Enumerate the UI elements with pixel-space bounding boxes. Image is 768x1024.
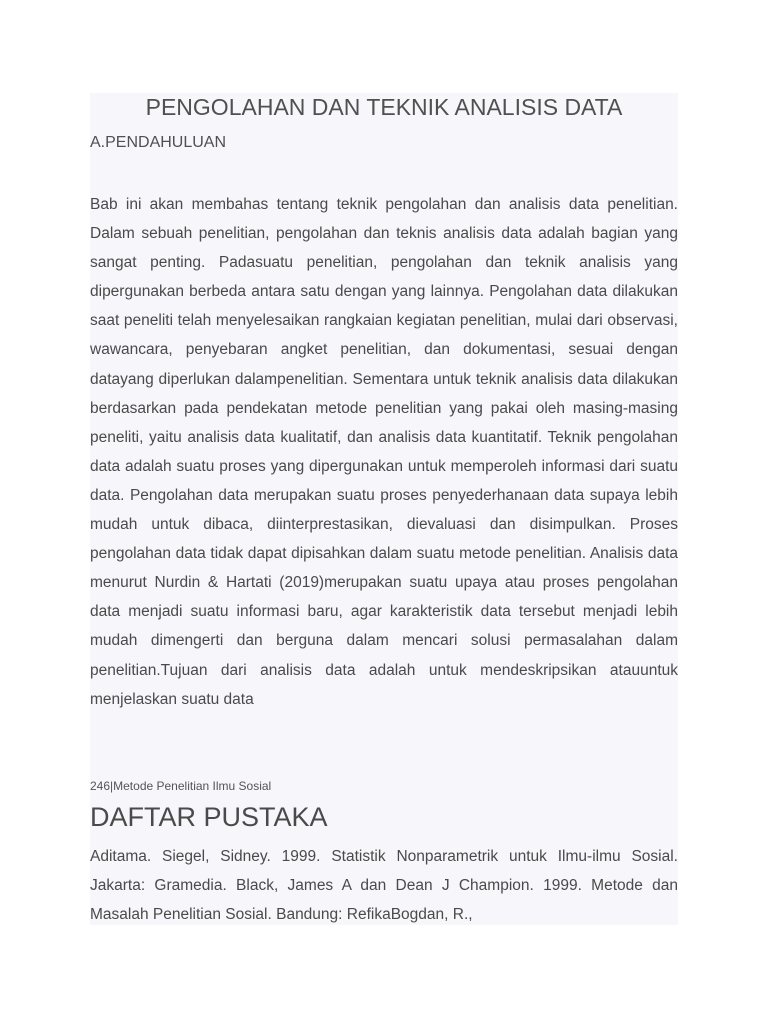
references-heading: DAFTAR PUSTAKA — [90, 802, 328, 832]
references-paragraph: Aditama. Siegel, Sidney. 1999. Statistik Nonparametrik untuk Ilmu-ilmu Sosial. Jakarta: Gramedia. Black, James A dan Dean J Champion. 1999. Metode dan Masalah Penelitian Sosial. Bandung: RefikaBogdan, R., — [90, 848, 678, 924]
page-footnote: 246|Metode Penelitian Ilmu Sosial — [90, 779, 272, 793]
document-title: PENGOLAHAN DAN TEKNIK ANALISIS DATA — [145, 94, 623, 120]
document-page — [90, 93, 678, 925]
body-paragraph: Bab ini akan membahas tentang teknik pengolahan dan analisis data penelitian. Dalam sebuah penelitian, pengolahan dan teknis analisis data adalah bagian yang sangat penting. Padasuatu penelitian, pengolahan dan teknik analisis yang dipergunakan berbeda antara satu dengan yang lainnya. Pengolahan data dilakukan saat peneliti telah menyelesaikan rangkaian kegiatan penelitian, mulai dari observasi, wawancara, penyebaran angket penelitian, dan dokumentasi, sesuai dengan datayang diperlukan dalampenelitian. Sementara untuk teknik analisis data dilakukan berdasarkan pada pendekatan metode penelitian yang pakai oleh masing-masing peneliti, yaitu analisis data kualitatif, dan analisis data kuantitatif. Teknik pengolahan data adalah suatu proses yang dipergunakan untuk memperoleh informasi dari suatu data. Pengolahan data merupakan suatu proses penyederhanaan data supaya lebih mudah untuk dibaca, diinterprestasikan, dievaluasi dan disimpulkan. Proses pengolahan data tidak dapat dipisahkan dalam suatu metode penelitian. Analisis data menurut Nurdin & Hartati (2019)merupakan suatu upaya atau proses pengolahan data menjadi suatu informasi baru, agar karakteristik data tersebut menjadi lebih mudah dimengerti dan berguna dalam mencari solusi permasalahan dalam penelitian.Tujuan dari analisis data adalah untuk mendeskripsikan atauuntuk menjelaskan suatu data — [90, 196, 678, 708]
section-heading: A.PENDAHULUAN — [90, 134, 227, 151]
